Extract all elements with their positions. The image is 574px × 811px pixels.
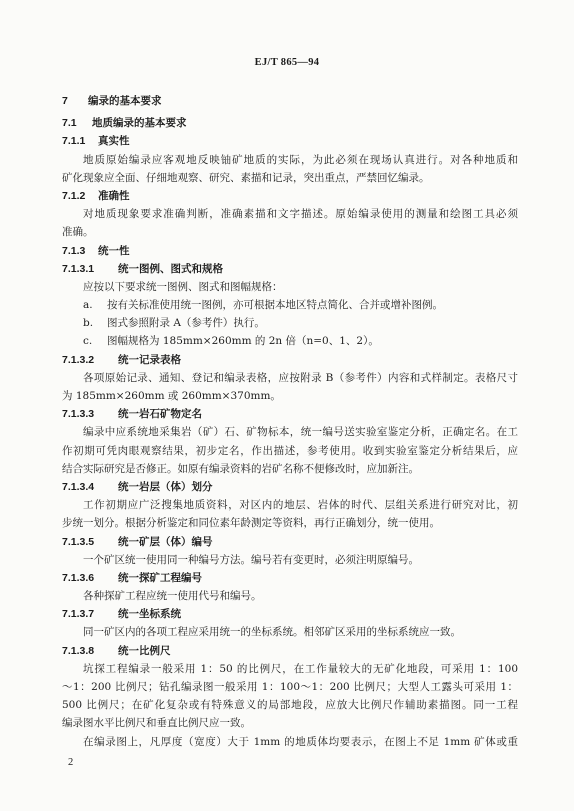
paragraph-line: 编录图水平比例尺和垂直比例尺应一致。 — [62, 717, 251, 730]
clause-7-1-2 — [62, 190, 518, 208]
clause-number: 7.1.3.3 — [62, 408, 95, 421]
clause-7-1-1 — [62, 135, 518, 153]
clause-number: 7.1.3.8 — [62, 644, 95, 657]
paragraph-line: 地质原始编录应客观地反映铀矿地质的实际，为此必须在现场认真进行。对各种地质和 — [83, 153, 518, 166]
section-heading — [62, 95, 518, 113]
paragraph-line: 步统一划分。根据分析鉴定和同位素年龄测定等资料，再行正确划分，统一使用。 — [62, 517, 440, 530]
clause-7-1-3-8 — [62, 645, 518, 663]
paragraph-line: 各项原始记录、通知、登记和编录表格，应按附录 B（参考件）内容和式样制定。表格尺寸 — [83, 371, 518, 384]
list-item-text: 图式参照附录 A（参考件）执行。 — [107, 317, 265, 330]
list-item-text: 按有关标准使用统一图例，亦可根据本地区特点简化、合并或增补图例。 — [107, 299, 443, 312]
list-item — [62, 299, 518, 317]
clause-title: 真实性 — [98, 135, 130, 148]
clause-title: 统一探矿工程编号 — [118, 571, 202, 584]
clause-title: 统一记录表格 — [118, 353, 181, 366]
clause-7-1-3-4 — [62, 481, 518, 499]
clause-number: 7.1.3 — [62, 244, 86, 257]
clause-title: 统一岩石矿物定名 — [118, 408, 202, 421]
paragraph-line: 坑探工程编录一般采用 1：50 的比例尺，在工作量较大的无矿化地段，可采用 1：100 — [83, 662, 518, 675]
paragraph-line: 编录中应系统地采集岩（矿）石、矿物标本，统一编号送实验室鉴定分析，正确定名。在工 — [83, 426, 518, 439]
clause-number: 7.1 — [62, 117, 77, 130]
clause-number: 7.1.3.5 — [62, 535, 95, 548]
paragraph-line: 工作初期应广泛搜集地质资料，对区内的地层、岩体的时代、层组关系进行研究对比，初 — [83, 499, 518, 512]
clause-number: 7.1.3.1 — [62, 262, 95, 275]
clause-title: 统一坐标系统 — [118, 608, 181, 621]
paragraph-line: 500 比例尺；在矿化复杂或有特殊意义的局部地段，应放大比例尺作辅助素描图。同一工程 — [62, 699, 518, 712]
paragraph-line: 矿化现象应全面、仔细地观察、研究、素描和记录，突出重点，严禁回忆编录。 — [62, 171, 430, 184]
page-number: 2 — [68, 757, 74, 768]
clause-title: 统一矿层（体）编号 — [118, 535, 213, 548]
clause-7-1-3-1 — [62, 263, 518, 281]
subsection-7-1 — [62, 117, 518, 135]
list-marker: c. — [83, 335, 93, 348]
clause-title: 统一比例尺 — [118, 644, 171, 657]
section-title: 编录的基本要求 — [88, 95, 162, 107]
paragraph-line: 准确。 — [62, 226, 94, 239]
section-number: 7 — [62, 95, 68, 107]
clause-number: 7.1.3.6 — [62, 571, 95, 584]
paragraph-line: 为 185mm×260mm 或 260mm×370mm。 — [62, 390, 281, 402]
clause-7-1-3-3 — [62, 408, 518, 426]
list-item-text: 图幅规格为 185mm×260mm 的 2n 倍（n=0、1、2）。 — [107, 335, 379, 348]
clause-7-1-3-2 — [62, 354, 518, 372]
paragraph-line: 同一矿区内的各项工程应采用统一的坐标系统。相邻矿区采用的坐标系统应一致。 — [83, 626, 461, 639]
clause-title: 地质编录的基本要求 — [92, 117, 187, 130]
paragraph-line: 作初期可凭肉眼观察结果，初步定名，作出描述，参考使用。收到实验室鉴定分析结果后，应 — [62, 444, 518, 457]
list-marker: b. — [83, 317, 94, 330]
list-marker: a. — [83, 299, 93, 312]
clause-number: 7.1.2 — [62, 189, 86, 202]
list-item — [62, 317, 518, 335]
list-item — [62, 335, 518, 353]
clause-7-1-3-5 — [62, 536, 518, 554]
clause-number: 7.1.3.2 — [62, 353, 95, 366]
paragraph-line: 应按以下要求统一图例、图式和图幅规格： — [83, 280, 283, 293]
paragraph-line: 各种探矿工程应统一使用代号和编号。 — [83, 590, 262, 603]
paragraph-line: 对地质现象要求准确判断，准确素描和文字描述。原始编录使用的测量和绘图工具必须 — [83, 208, 518, 221]
clause-7-1-3-6 — [62, 572, 518, 590]
clause-title: 统一岩层（体）划分 — [118, 480, 213, 493]
clause-title: 准确性 — [98, 189, 130, 202]
clause-title: 统一图例、图式和规格 — [118, 262, 223, 275]
clause-7-1-3 — [62, 245, 518, 263]
paragraph-line: 在编录图上，凡厚度（宽度）大于 1mm 的地质体均要表示，在图上不足 1mm 矿体或重 — [83, 735, 518, 748]
clause-number: 7.1.3.4 — [62, 480, 95, 493]
clause-number: 7.1.3.7 — [62, 608, 95, 621]
document-code-header: EJ/T 865—94 — [254, 57, 320, 68]
clause-7-1-3-7 — [62, 608, 518, 626]
paragraph-line: 结合实际研究是否修正。如原有编录资料的岩矿名称不便修改时，应加新注。 — [62, 462, 419, 475]
clause-number: 7.1.1 — [62, 135, 86, 148]
document-body — [62, 95, 518, 754]
paragraph-line: 一个矿区统一使用同一种编号方法。编号若有变更时，必须注明原编号。 — [83, 553, 419, 566]
clause-title: 统一性 — [98, 244, 130, 257]
paragraph-line: ～1：200 比例尺；钻孔编录图一般采用 1：100～1：200 比例尺；大型人工露头可采用 1： — [62, 681, 518, 693]
